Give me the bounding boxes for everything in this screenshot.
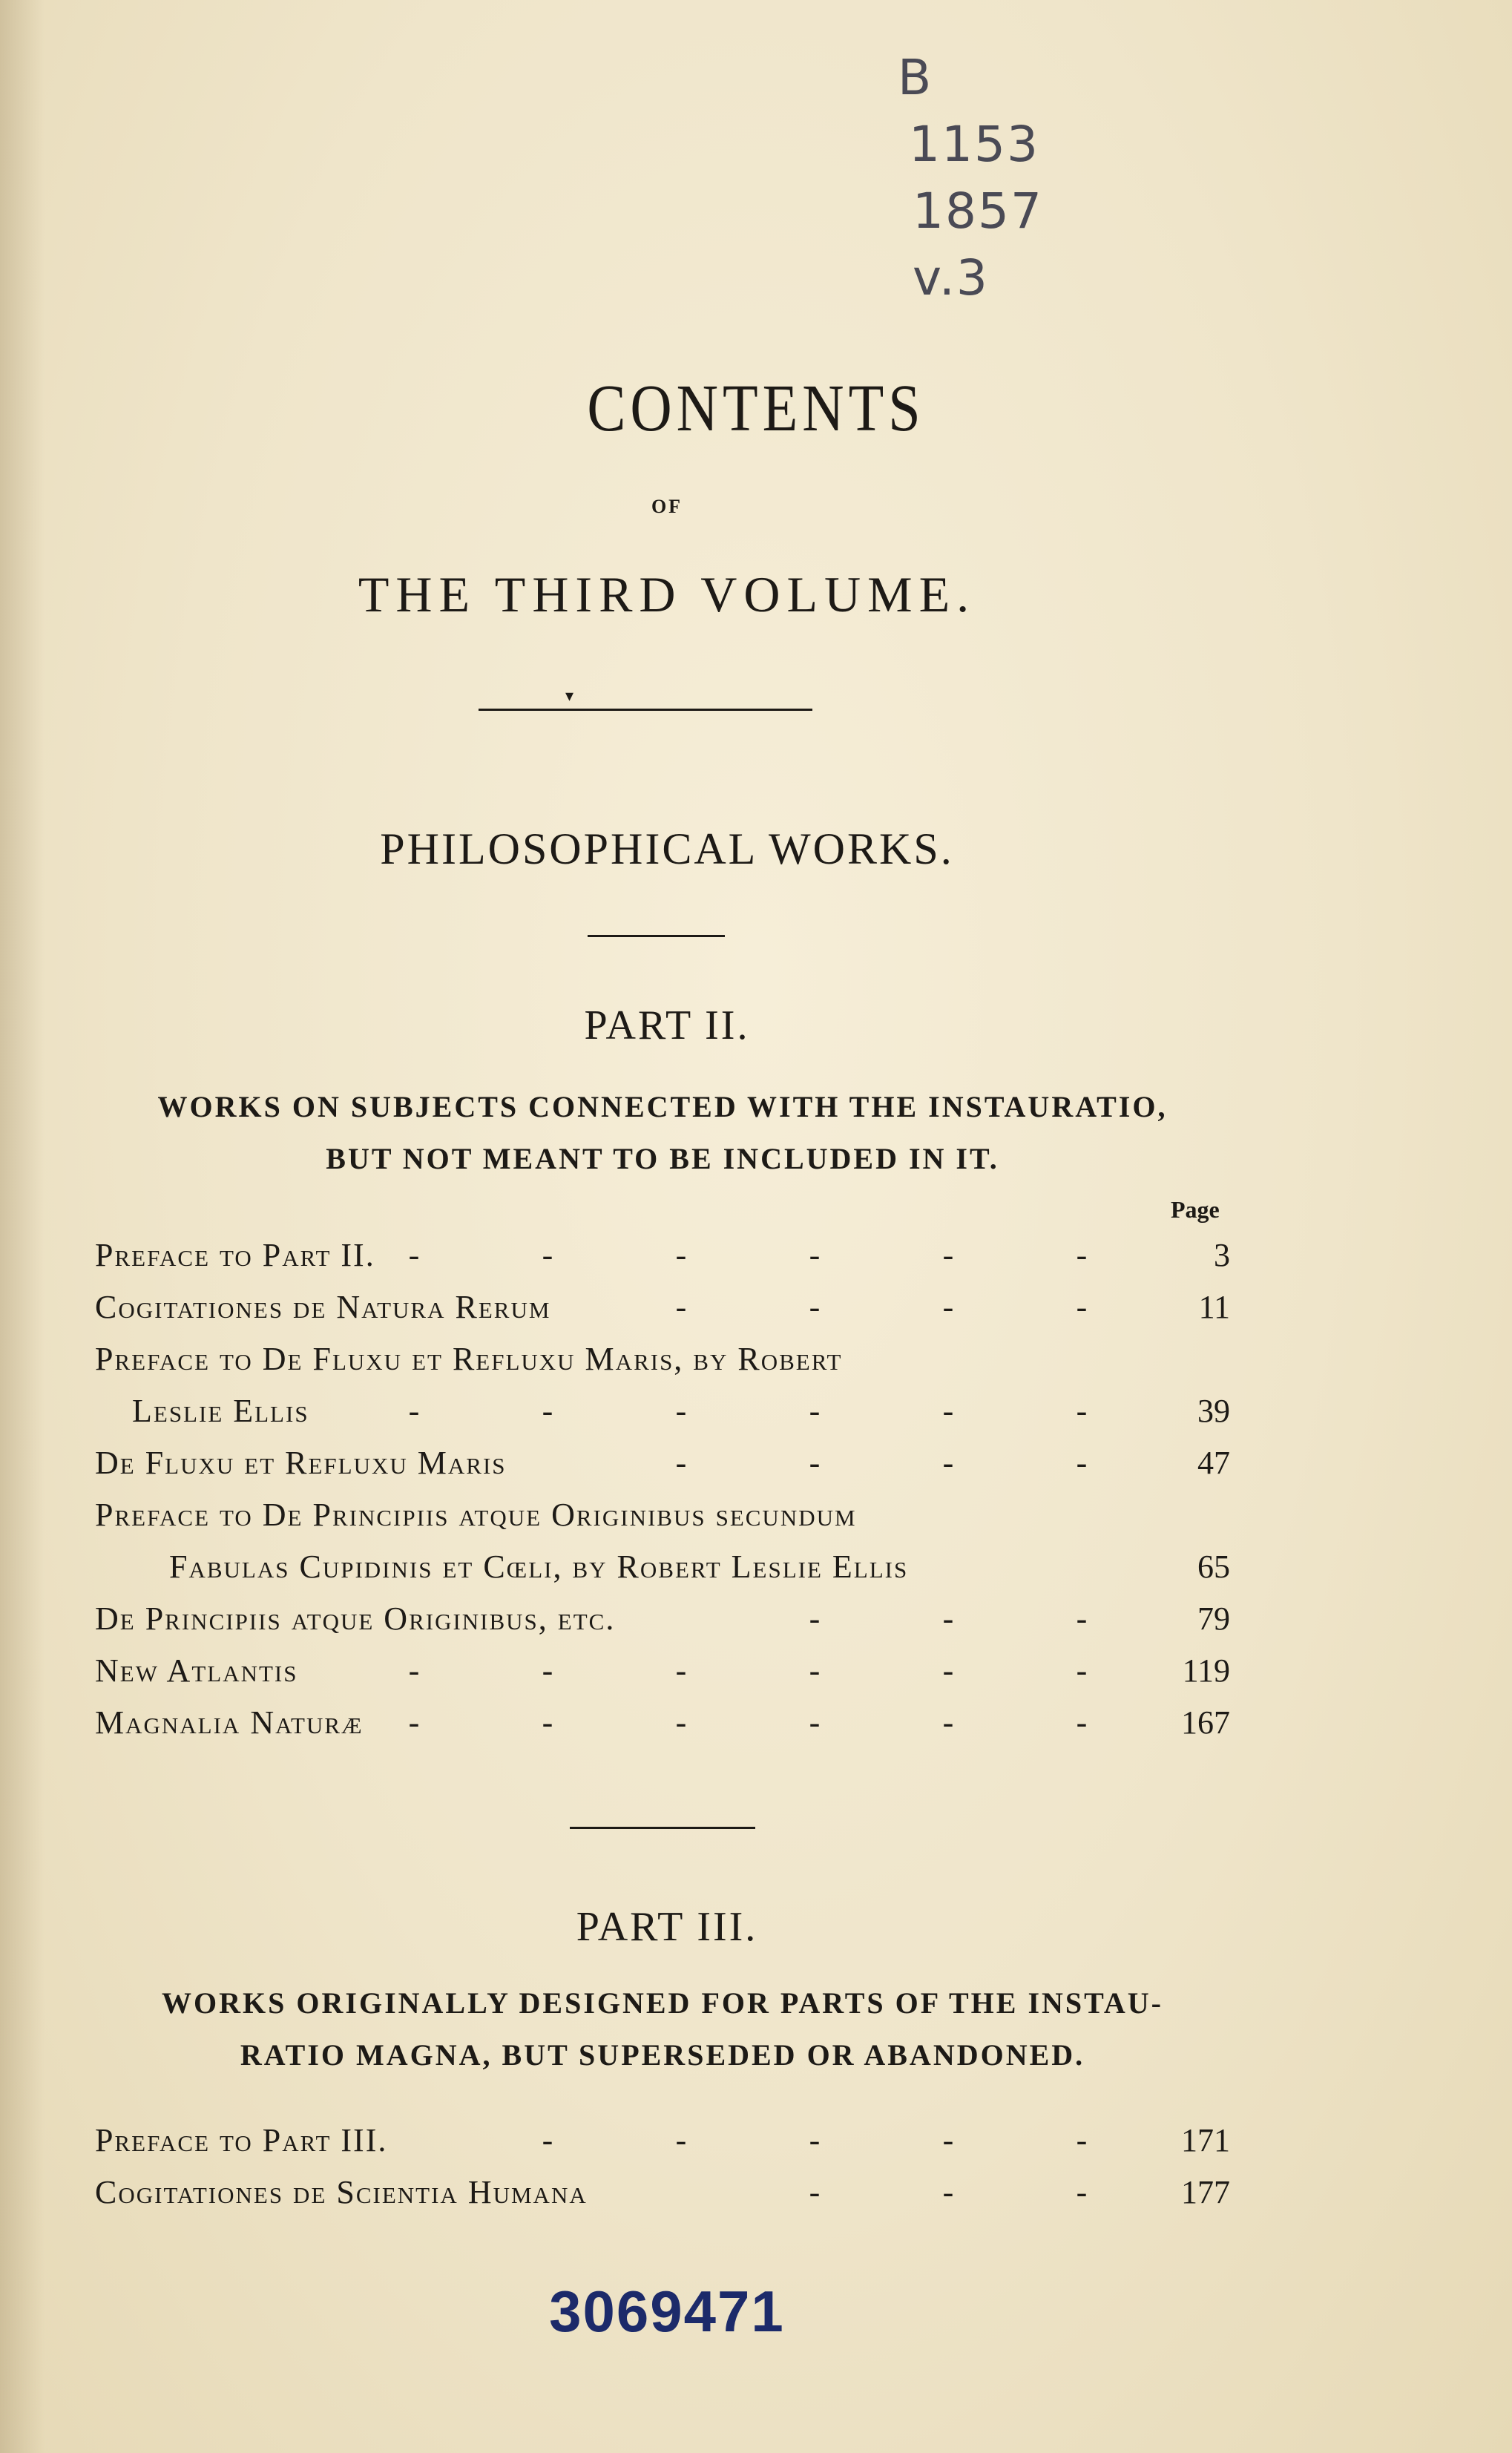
divider-rule <box>479 709 812 711</box>
part-subtitle-line: RATIO MAGNA, BUT SUPERSEDED OR ABANDONED. <box>240 2038 1085 2072</box>
toc-entry-page: 171 <box>1181 2122 1230 2158</box>
toc-entry <box>95 1489 1230 1541</box>
call-number-line: 1153 <box>909 116 1039 173</box>
part-subtitle-line: WORKS ORIGINALLY DESIGNED FOR PARTS OF THE INSTAU- <box>162 1986 1163 2020</box>
leader-dashes: - - - - - - <box>408 1704 1088 1741</box>
toc-entry-title: Cogitationes de Scientia Humana <box>95 2174 588 2210</box>
toc-entry-title: Magnalia Naturæ <box>95 1704 364 1741</box>
toc-entry-page: 177 <box>1181 2174 1230 2210</box>
of-label: OF <box>651 496 683 517</box>
toc-entry <box>95 1437 1230 1489</box>
toc-entry-title: Fabulas Cupidinis et Cœli, by Robert Leslie Ellis <box>169 1549 909 1585</box>
divider-rule <box>570 1827 755 1829</box>
call-number-line: v.3 <box>913 249 989 306</box>
toc-entry-page: 39 <box>1197 1393 1230 1429</box>
toc-entry-title: De Principiis atque Originibus, etc. <box>95 1600 616 1637</box>
toc-entry-title: Leslie Ellis <box>132 1393 309 1429</box>
leader-dashes: - - - - - <box>542 2122 1088 2158</box>
toc-entry-page: 47 <box>1197 1445 1230 1481</box>
toc-entry <box>95 1593 1230 1645</box>
toc-entry-title: Preface to De Fluxu et Refluxu Maris, by Robert <box>95 1341 843 1377</box>
table-of-contents <box>95 1229 1230 1749</box>
toc-entry-title: Preface to De Principiis atque Originibus secundum <box>95 1497 857 1533</box>
toc-entry <box>95 1281 1230 1333</box>
leader-dashes: - - - - <box>675 1289 1088 1325</box>
divider-rule <box>588 935 725 937</box>
table-of-contents <box>95 2115 1230 2219</box>
page-column-label: Page <box>1171 1196 1220 1223</box>
part-title: PART II. <box>584 1002 750 1048</box>
toc-entry-continuation <box>95 1541 1230 1593</box>
toc-entry-page: 11 <box>1198 1289 1230 1325</box>
section-title: PHILOSOPHICAL WORKS. <box>380 824 954 873</box>
toc-entry-page: 3 <box>1214 1237 1230 1273</box>
volume-title: THE THIRD VOLUME. <box>358 566 976 623</box>
toc-entry-page: 65 <box>1197 1549 1230 1585</box>
toc-entry-title: Cogitationes de Natura Rerum <box>95 1289 551 1325</box>
contents-heading: CONTENTS <box>587 370 925 445</box>
toc-entry-continuation <box>95 1385 1230 1437</box>
toc-entry <box>95 2115 1230 2167</box>
part-title: PART III. <box>576 1904 758 1950</box>
leader-dashes: - - - - - - <box>408 1393 1088 1429</box>
handwritten-call-number <box>890 45 1054 312</box>
leader-dashes: - - - - - - <box>408 1237 1088 1273</box>
toc-entry <box>95 1333 1230 1385</box>
toc-entry-page: 79 <box>1197 1600 1230 1637</box>
leader-dashes: - - - - <box>675 1445 1088 1481</box>
toc-entry <box>95 1645 1230 1697</box>
toc-entry-page: 167 <box>1181 1704 1230 1741</box>
toc-entry-title: Preface to Part II. <box>95 1237 375 1273</box>
part-subtitle-line: BUT NOT MEANT TO BE INCLUDED IN IT. <box>326 1142 999 1175</box>
part-subtitle <box>95 1081 1230 1185</box>
leader-dashes: - - - <box>809 2174 1088 2210</box>
leader-dashes: - - - - - - <box>408 1652 1088 1689</box>
leader-dashes: - - - <box>809 1600 1088 1637</box>
call-number-line: 1857 <box>913 183 1043 240</box>
toc-entry <box>95 1229 1230 1281</box>
toc-entry-title: De Fluxu et Refluxu Maris <box>95 1445 507 1481</box>
part-subtitle <box>95 1977 1230 2081</box>
toc-entry <box>95 2167 1230 2219</box>
toc-entry-title: Preface to Part III. <box>95 2122 388 2158</box>
toc-entry <box>95 1697 1230 1749</box>
call-number-line: B <box>898 49 933 106</box>
part-subtitle-line: WORKS ON SUBJECTS CONNECTED WITH THE INSTAURATIO, <box>157 1090 1168 1123</box>
page-edge-shadow <box>0 0 45 2453</box>
toc-entry-page: 119 <box>1182 1652 1230 1689</box>
library-stamp-number: 3069471 <box>549 2279 785 2344</box>
toc-entry-title: New Atlantis <box>95 1652 298 1689</box>
ornament-mark: ▾ <box>565 686 574 705</box>
